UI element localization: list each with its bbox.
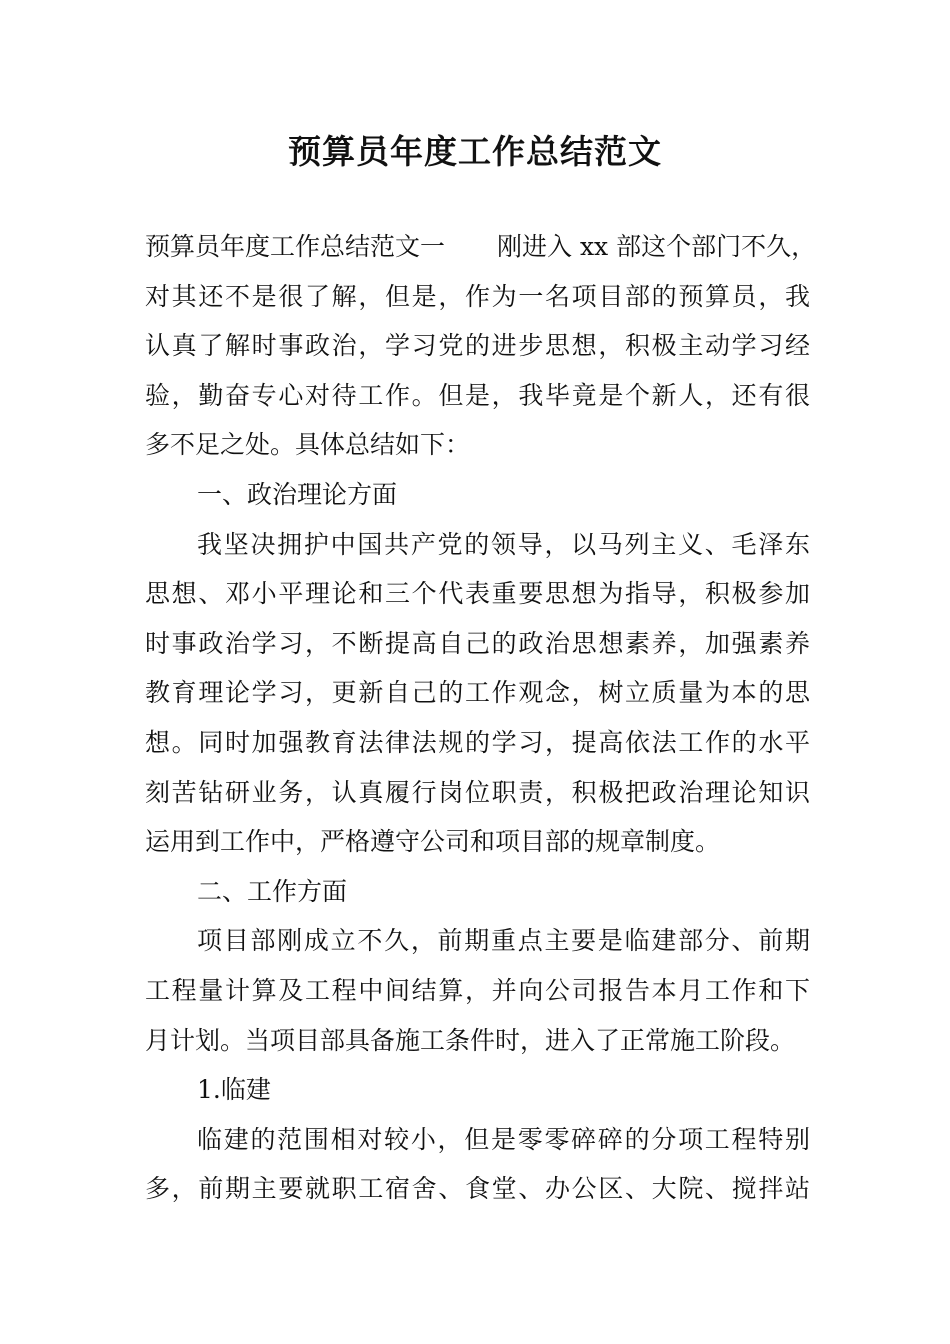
text-line: 教育理论学习，更新自己的工作观念，树立质量为本的思 bbox=[145, 678, 810, 708]
section-heading-work: 二、工作方面 bbox=[197, 876, 348, 906]
section-heading-politics: 一、政治理论方面 bbox=[197, 479, 398, 509]
text-line: 时事政治学习，不断提高自己的政治思想素养，加强素养 bbox=[145, 628, 810, 658]
intro-line bbox=[145, 222, 817, 272]
subsection-heading-temporary: 1.临建 bbox=[197, 1075, 271, 1105]
text-line: 对其还不是很了解，但是，作为一名项目部的预算员，我 bbox=[145, 281, 810, 311]
text-line: 多，前期主要就职工宿舍、食堂、办公区、大院、搅拌站 bbox=[145, 1174, 810, 1204]
text-line: 项目部刚成立不久，前期重点主要是临建部分、前期 bbox=[197, 926, 810, 956]
text-line: 多不足之处。具体总结如下： bbox=[145, 430, 471, 460]
text-line: 思想、邓小平理论和三个代表重要思想为指导，积极参加 bbox=[145, 579, 810, 609]
text-line: 刻苦钻研业务，认真履行岗位职责，积极把政治理论知识 bbox=[145, 777, 810, 807]
text-line: 临建的范围相对较小，但是零零碎碎的分项工程特别 bbox=[197, 1124, 810, 1154]
intro-text: 刚进入 xx 部这个部门不久， bbox=[497, 232, 817, 261]
text-line: 运用到工作中，严格遵守公司和项目部的规章制度。 bbox=[145, 827, 721, 857]
text-line: 想。同时加强教育法律法规的学习，提高依法工作的水平 bbox=[145, 727, 810, 757]
text-line: 我坚决拥护中国共产党的领导，以马列主义、毛泽东 bbox=[197, 529, 810, 559]
intro-heading: 预算员年度工作总结范文一 bbox=[145, 232, 446, 261]
document-body bbox=[145, 222, 817, 1214]
text-line: 认真了解时事政治，学习党的进步思想，积极主动学习经 bbox=[145, 331, 810, 361]
text-line: 验，勤奋专心对待工作。但是，我毕竟是个新人，还有很 bbox=[145, 380, 810, 410]
document-title: 预算员年度工作总结范文 bbox=[288, 132, 662, 171]
text-line: 月计划。当项目部具备施工条件时，进入了正常施工阶段。 bbox=[145, 1025, 796, 1055]
text-line: 工程量计算及工程中间结算，并向公司报告本月工作和下 bbox=[145, 975, 810, 1005]
